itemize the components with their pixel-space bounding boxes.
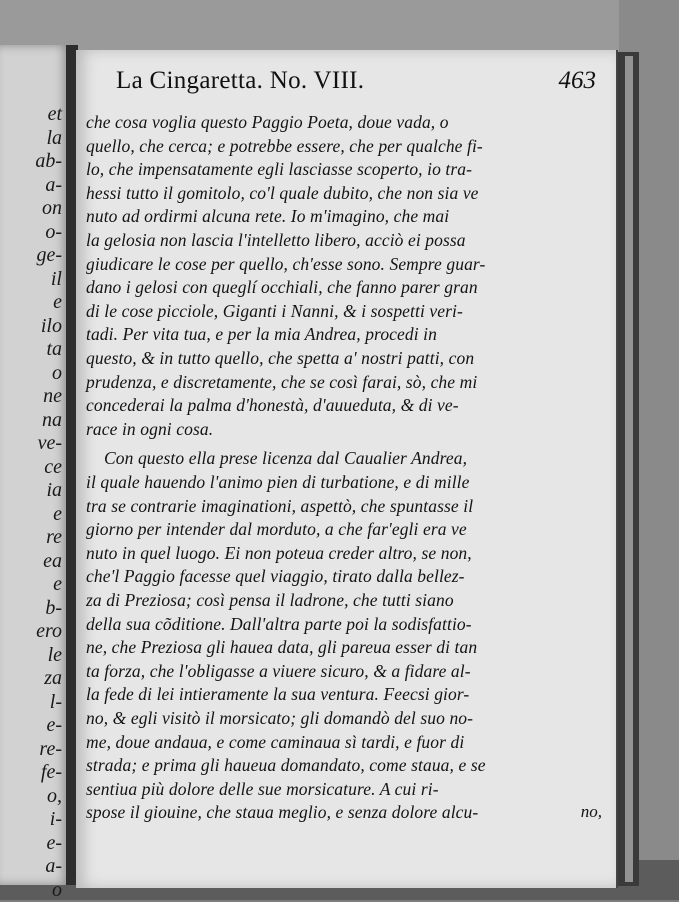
left-page-fragment: a- [45,855,62,877]
text-line: giudicare le cose per quello, ch'esse sono. Sempre guar- [86,253,486,274]
left-page-fragment: la [46,126,62,149]
left-page-fragment: ne [43,385,62,407]
text-line: no, & egli visitò il morsicato; gli domandò del suo no- [86,708,474,728]
left-page-fragment: e- [46,831,62,854]
left-page-fragment: ea [43,549,62,572]
left-page-fragment: ilo [40,314,62,337]
text-line: hessi tutto il gomitolo, co'l quale dubito, che non sia ve [86,182,479,203]
text-line: concederai la palma d'honestà, d'auueduta, & di ve- [86,395,459,416]
left-page-fragment: ero [36,620,62,642]
text-line: spose il giouine, che staua meglio, e senza dolore alcu- [86,802,479,823]
left-page-fragment: na [42,408,62,431]
left-page-fragment: o [52,361,62,384]
text-line: strada; e prima gli haueua domandato, come staua, e se [86,755,486,776]
left-page-fragment: il [50,267,62,290]
left-page-fragment: ve- [37,432,62,454]
text-line: questo, & in tutto quello, che spetta a' nostri patti, con [86,348,475,368]
left-page-fragment: o- [45,220,62,243]
left-page-fragment: o, [47,784,62,807]
text-line: tadi. Per vita tua, e per la mia Andrea, procedi in [86,324,437,345]
left-facing-page [0,45,70,901]
left-page-fragment: re [46,526,62,548]
left-page-fragment: o [52,878,62,901]
left-page-fragment: fe- [40,761,62,783]
text-line: race in ogni cosa. [86,418,214,439]
left-page-fragment: e- [46,714,62,736]
left-page-fragment: ge- [36,244,62,266]
catchword: no, [580,802,602,821]
left-page-fragment: a- [45,173,62,196]
left-page-fragment: le [47,643,62,666]
left-page-fragment: e [53,502,62,525]
text-line: prudenza, e discretamente, che se così farai, sò, che mi [86,371,478,392]
text-line: dano i gelosi con queglí occhiali, che fanno parer gran [86,277,478,298]
left-page-fragment: za [44,667,62,689]
left-page-fragment: ab- [35,150,62,172]
left-page-fragment: ta [46,338,62,360]
running-header [116,67,596,97]
text-line: il quale hauendo l'animo pien di turbatione, e di mille [86,472,470,492]
text-line: di le cose picciole, Giganti i Nanni, & i sospetti veri- [86,300,463,321]
text-line: ta forza, che l'obligasse a viuere sicuro, & a fidare al- [86,660,471,681]
text-line: che cosa voglia questo Paggio Poeta, doue vada, o [86,112,449,132]
left-page-fragment: b- [45,596,62,619]
text-line: giorno per intender dal morduto, a che far'egli era ve [86,519,467,540]
text-line: ne, che Preziosa gli haueа data, gli pareua esser di tan [86,637,478,658]
page-number: 463 [558,67,596,94]
left-page-fragment: ia [46,479,62,501]
left-page-fragment: l- [49,690,62,713]
text-line: che'l Paggio facesse quel viaggio, tirato dalla bellez- [86,566,465,587]
left-page-fragment: on [42,197,62,219]
left-page-fragment: re- [39,737,62,760]
text-line: tra se contrarie imaginationi, aspettò, che spuntasse il [86,495,474,516]
text-line: quello, che cerca; e potrebbe essere, che per qualche fi- [86,135,483,156]
text-line: lo, che impensatamente egli lasciasse scoperto, io tra- [86,159,473,180]
left-page-fragment: e [53,573,62,595]
text-line: sentiua più dolore delle sue morsicature. A cui ri- [86,778,439,799]
left-page-fragment: i- [49,808,62,830]
text-line: la fede di lei intieramente la sua ventura. Feecsi gior- [86,684,470,705]
text-line: della sua cõditione. Dall'altra parte poi la sodisfattio- [86,613,472,634]
left-page-fragment: e [53,291,62,313]
page-edge-highlight [625,56,633,882]
right-page [76,50,616,888]
text-line: me, doue andaua, e come caminaua sì tardi, e fuor di [86,731,465,752]
header-title: La Cingaretta. No. VIII. [116,67,365,94]
text-line: nuto in quel luogo. Ei non poteua creder altro, se non, [86,542,472,563]
text-line: za di Preziosa; così pensa il ladrone, che tutti siano [86,590,454,610]
left-page-fragment: ce [44,455,62,478]
text-line: nuto ad ordirmi alcuna rete. Io m'imagino, che mai [86,206,450,227]
left-page-fragment: et [47,103,62,125]
text-line: la gelosia non lascia l'intelletto libero, acciò ei possa [86,230,466,250]
text-line: Con questo ella prese licenza dal Caualier Andrea, [104,448,468,469]
